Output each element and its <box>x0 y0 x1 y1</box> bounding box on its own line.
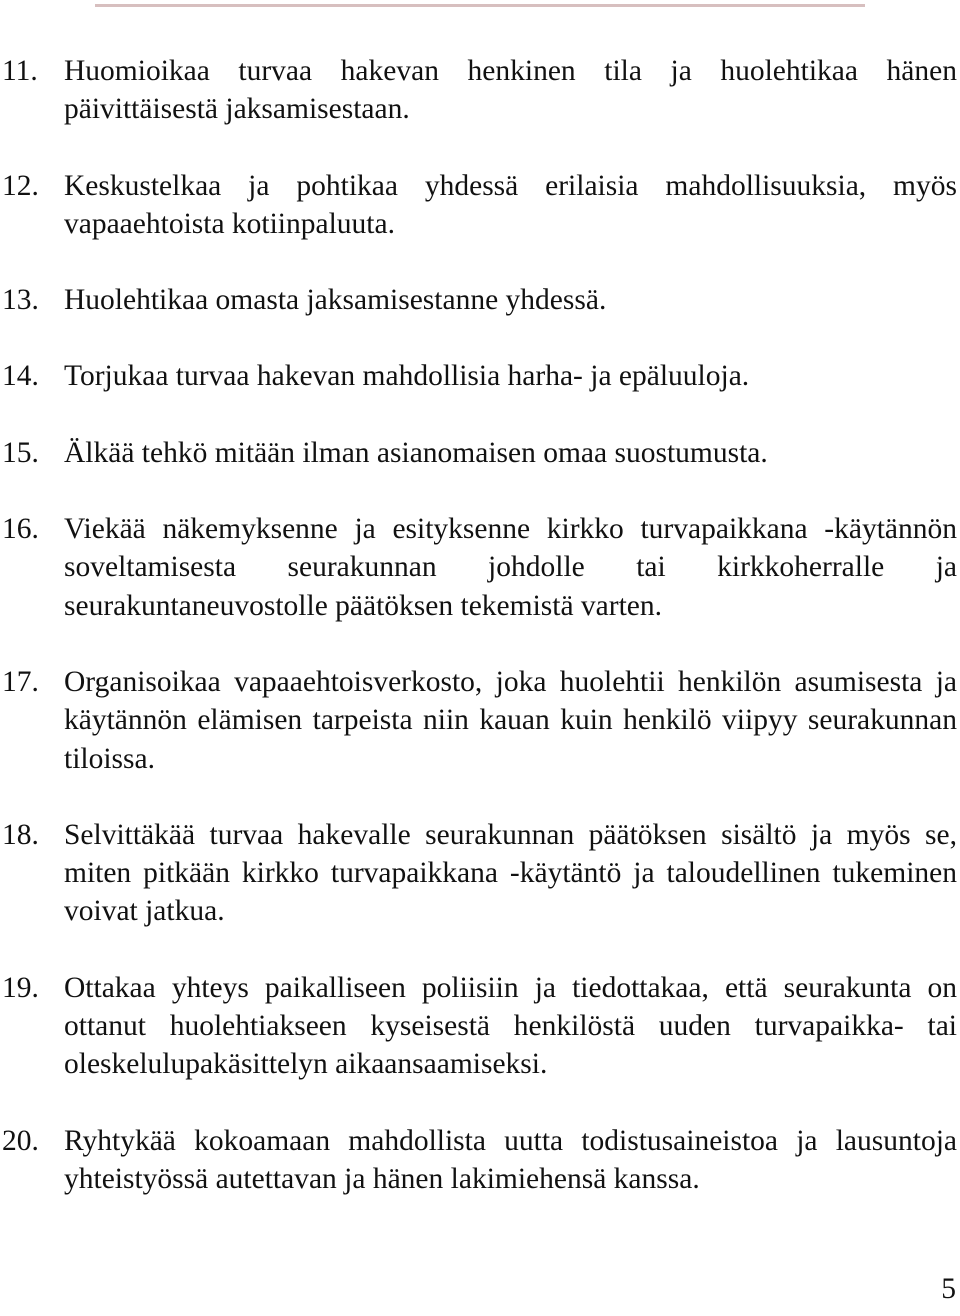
list-item-19 <box>0 969 960 1084</box>
list-item-17 <box>0 663 960 778</box>
page-number: 5 <box>941 1273 956 1305</box>
item-number: 11. <box>2 55 38 87</box>
list-item-14 <box>0 357 960 395</box>
item-text: Organisoikaa vapaaehtoisverkosto, joka huolehtii henkilön asumisesta ja käytännön elämisen tarpeista niin kauan kuin henkilö viipyy seurakunnan tiloissa. <box>64 665 957 775</box>
item-text: Huolehtikaa omasta jaksamisestanne yhdessä. <box>64 284 607 317</box>
list-item-16 <box>0 510 960 625</box>
item-text: Huomioikaa turvaa hakevan henkinen tila ja huolehtikaa hänen päivittäisestä jaksamisestaan. <box>64 55 957 126</box>
item-text: Ottakaa yhteys paikalliseen poliisiin ja tiedottakaa, että seurakunta on ottanut huolehtiakseen kyseisestä henkilöstä uuden turvapaikka- tai oleskelulupakäsittelyn aikaansaamiseksi. <box>64 971 957 1081</box>
item-number: 20. <box>2 1124 39 1157</box>
item-number: 19. <box>2 971 39 1004</box>
item-text: Selvittäkää turvaa hakevalle seurakunnan päätöksen sisältö ja myös se, miten pitkään kirkko turvapaikkana -käytäntö ja taloudellinen tukeminen voivat jatkua. <box>64 818 957 928</box>
list-item-20 <box>0 1122 960 1199</box>
item-text: Torjukaa turvaa hakevan mahdollisia harha- ja epäluuloja. <box>64 360 750 393</box>
header-rule <box>95 4 865 7</box>
list-item-13 <box>0 281 960 319</box>
list-item-18 <box>0 816 960 931</box>
list-item-12 <box>0 167 960 244</box>
item-number: 13. <box>2 284 39 317</box>
item-number: 12. <box>2 169 39 202</box>
item-number: 15. <box>2 436 39 469</box>
numbered-instruction-list <box>0 52 960 1236</box>
list-item-11 <box>0 52 960 129</box>
item-number: 17. <box>2 665 39 698</box>
list-item-15 <box>0 434 960 472</box>
item-text: Keskustelkaa ja pohtikaa yhdessä erilaisia mahdollisuuksia, myös vapaaehtoista kotiinpaluuta. <box>64 169 957 240</box>
item-text: Älkää tehkö mitään ilman asianomaisen omaa suostumusta. <box>64 436 768 469</box>
item-text: Ryhtykää kokoamaan mahdollista uutta todistusaineistoa ja lausuntoja yhteistyössä autettavan ja hänen lakimiehensä kanssa. <box>64 1124 957 1195</box>
item-number: 14. <box>2 360 39 393</box>
item-number: 16. <box>2 513 39 546</box>
item-number: 18. <box>2 818 39 851</box>
item-text: Viekää näkemyksenne ja esityksenne kirkko turvapaikkana -käytännön soveltamisesta seurakunnan johdolle tai kirkkoherralle ja seurakuntaneuvostolle päätöksen tekemistä varten. <box>64 513 957 622</box>
